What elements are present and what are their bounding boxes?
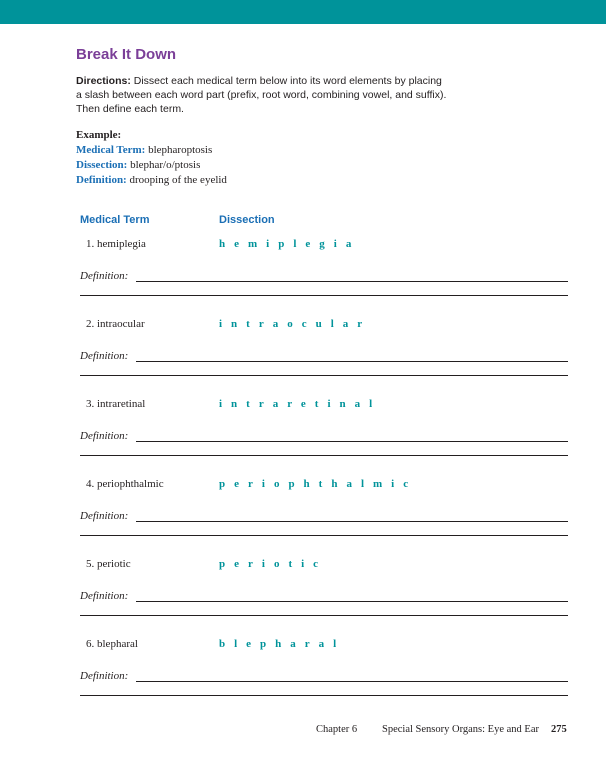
definition-line[interactable] [136, 601, 568, 602]
dissection-letters[interactable]: periotic [219, 558, 328, 570]
definition-line[interactable] [136, 361, 568, 362]
example-term-label: Medical Term: [76, 144, 146, 156]
term-label: 2. intraocular [86, 318, 145, 330]
example-heading: Example: [76, 129, 122, 141]
example-definition-label: Definition: [76, 174, 127, 186]
example-definition-row [76, 173, 227, 188]
footer-chapter: Chapter 6 [316, 724, 358, 735]
definition-line-2[interactable] [80, 455, 568, 456]
definition-line[interactable] [136, 441, 568, 442]
term-label: 1. hemiplegia [86, 238, 146, 250]
example-term-row [76, 143, 227, 158]
example-dissection-row [76, 158, 227, 173]
definition-label: Definition: [80, 670, 129, 682]
definition-label: Definition: [80, 510, 129, 522]
dissection-letters[interactable]: intraocular [219, 318, 372, 330]
example-block [76, 128, 227, 188]
example-dissection-label: Dissection: [76, 159, 128, 171]
footer-section: Special Sensory Organs: Eye and Ear [382, 724, 539, 735]
directions-label: Directions: [76, 75, 131, 87]
example-term-value: blepharoptosis [148, 144, 213, 156]
example-dissection-value: blephar/o/ptosis [130, 159, 201, 171]
directions [76, 74, 496, 116]
definition-line[interactable] [136, 281, 568, 282]
definition-label: Definition: [80, 350, 129, 362]
dissection-letters[interactable]: intraretinal [219, 398, 382, 410]
term-label: 5. periotic [86, 558, 131, 570]
definition-line-2[interactable] [80, 535, 568, 536]
definition-label: Definition: [80, 590, 129, 602]
definition-label: Definition: [80, 430, 129, 442]
dissection-letters[interactable]: periophthalmic [219, 478, 418, 490]
directions-line-2: a slash between each word part (prefix, root word, combining vowel, and suffix). [76, 89, 447, 101]
definition-line[interactable] [136, 521, 568, 522]
definition-line-2[interactable] [80, 295, 568, 296]
example-definition-value: drooping of the eyelid [129, 174, 227, 186]
header-bar [0, 0, 606, 24]
column-header-dissection: Dissection [219, 214, 275, 226]
term-label: 4. periophthalmic [86, 478, 164, 490]
directions-line-1: Dissect each medical term below into its word elements by placing [133, 75, 442, 87]
definition-label: Definition: [80, 270, 129, 282]
definition-line-2[interactable] [80, 375, 568, 376]
term-label: 3. intraretinal [86, 398, 146, 410]
directions-line-3: Then define each term. [76, 103, 184, 115]
definition-line[interactable] [136, 681, 568, 682]
definition-line-2[interactable] [80, 615, 568, 616]
section-title: Break It Down [76, 46, 177, 63]
column-header-term: Medical Term [80, 214, 150, 226]
dissection-letters[interactable]: blepharal [219, 638, 346, 650]
definition-line-2[interactable] [80, 695, 568, 696]
page-number: 275 [551, 724, 567, 735]
dissection-letters[interactable]: hemiplegia [219, 238, 361, 250]
term-label: 6. blepharal [86, 638, 138, 650]
